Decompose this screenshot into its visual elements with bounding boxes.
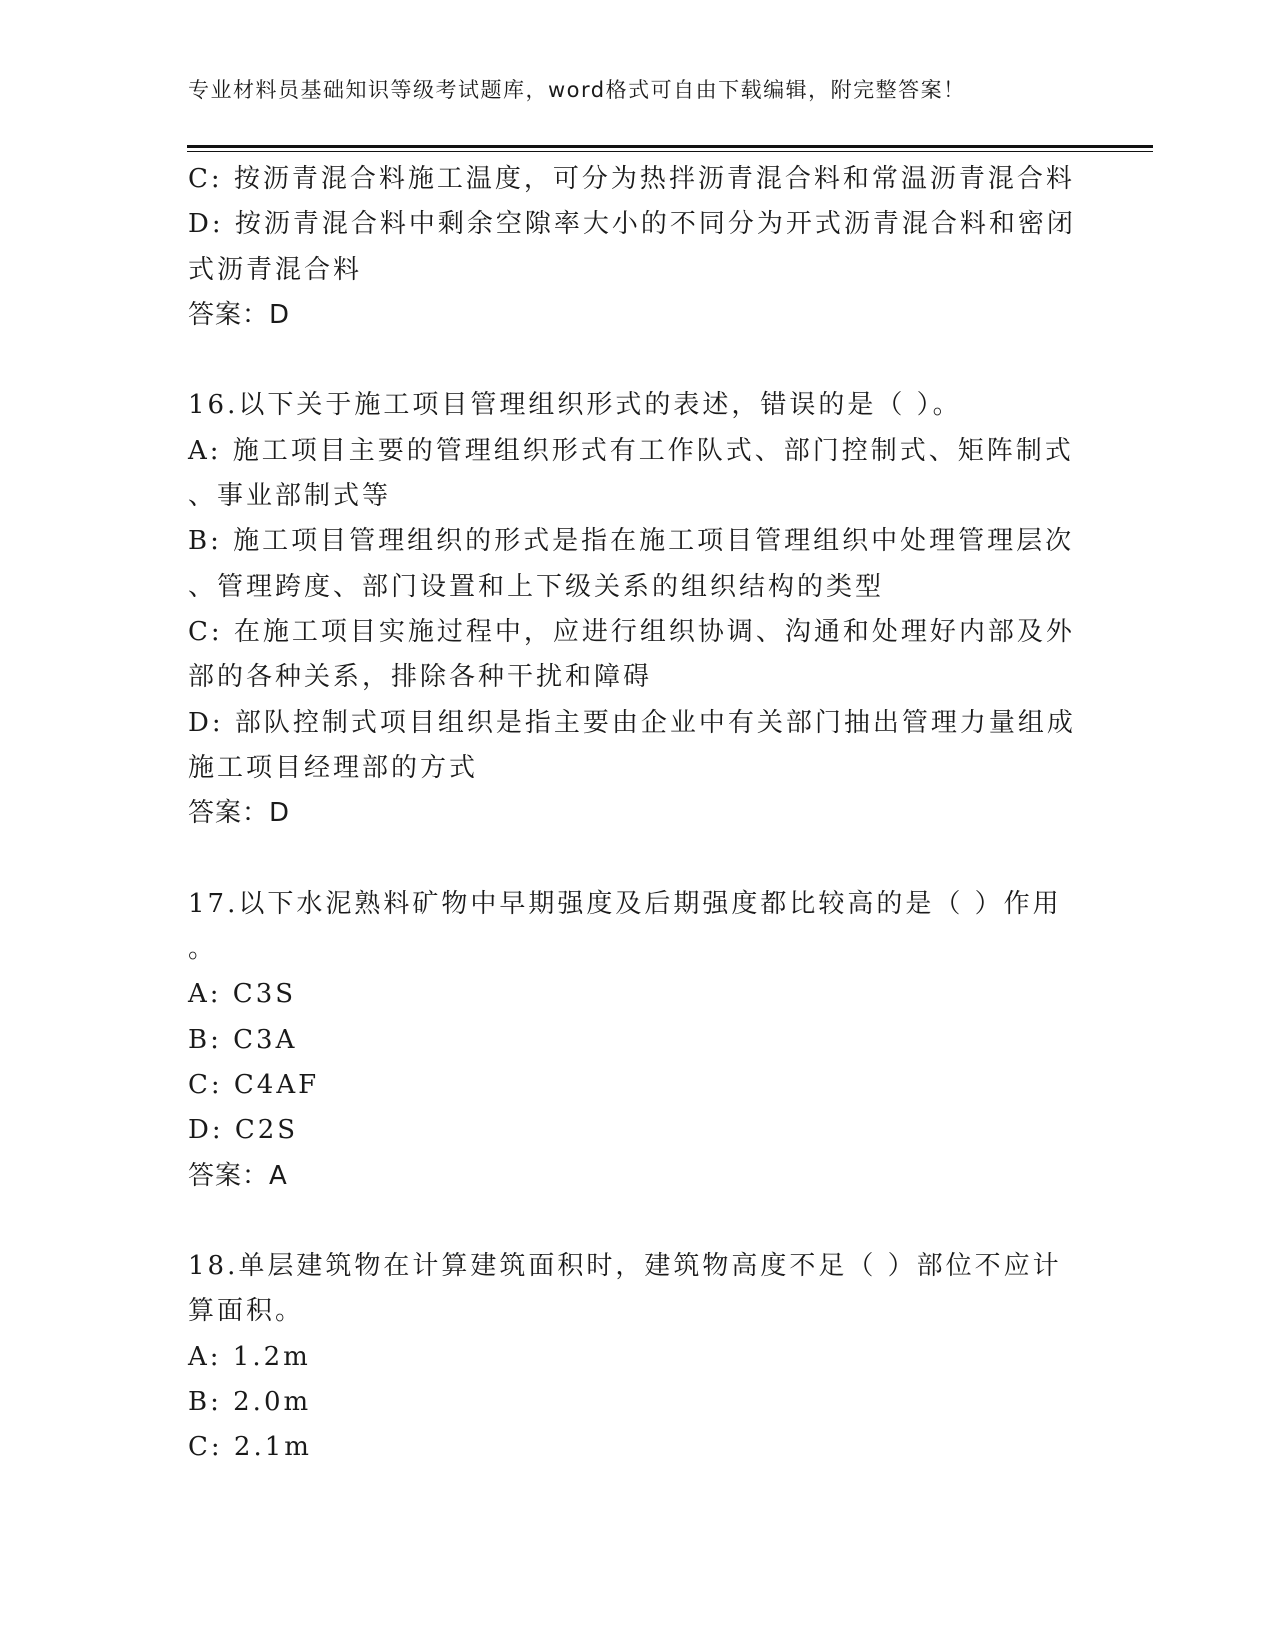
header-rule-thick <box>187 145 1153 148</box>
q16-option-d-line1: D: 部队控制式项目组织是指主要由企业中有关部门抽出管理力量组成 <box>188 707 1076 738</box>
q16-stem: 16.以下关于施工项目管理组织形式的表述，错误的是（ ）。 <box>188 390 962 421</box>
q17-stem-line1: 17.以下水泥熟料矿物中早期强度及后期强度都比较高的是（ ）作用 <box>188 888 1062 919</box>
q16-option-b-line1: B: 施工项目管理组织的形式是指在施工项目管理组织中处理管理层次 <box>188 526 1075 557</box>
q16-option-c-line1: C: 在施工项目实施过程中，应进行组织协调、沟通和处理好内部及外 <box>188 616 1075 647</box>
q17-option-a: A: C3S <box>188 979 297 1010</box>
spacer <box>188 1199 1088 1244</box>
q17-option-d: D: C2S <box>188 1115 299 1146</box>
q15-answer: 答案：D <box>188 299 291 330</box>
q17-option-c: C: C4AF <box>188 1069 320 1100</box>
q15-option-c: C: 按沥青混合料施工温度，可分为热拌沥青混合料和常温沥青混合料 <box>188 164 1075 194</box>
q17-answer: 答案：A <box>188 1160 288 1191</box>
q17-option-b: B: C3A <box>188 1024 298 1055</box>
q18-option-c: C: 2.1m <box>188 1432 312 1463</box>
q15-option-d-line1: D: 按沥青混合料中剩余空隙率大小的不同分为开式沥青混合料和密闭 <box>188 209 1076 240</box>
header-rule-thin <box>187 151 1153 152</box>
q16-answer: 答案：D <box>188 798 291 829</box>
spacer <box>188 338 1088 383</box>
q16-option-c-line2: 部的各种关系，排除各种干扰和障碍 <box>188 662 653 693</box>
q18-stem-line1: 18.单层建筑物在计算建筑面积时，建筑物高度不足（ ）部位不应计 <box>188 1251 1062 1282</box>
q17-stem-line2: 。 <box>188 934 218 965</box>
q18-option-a: A: 1.2m <box>188 1341 311 1372</box>
q18-option-b: B: 2.0m <box>188 1387 312 1418</box>
question-content <box>188 157 1088 1471</box>
q16-option-a-line1: A: 施工项目主要的管理组织形式有工作队式、部门控制式、矩阵制式 <box>188 435 1074 466</box>
spacer <box>188 836 1088 881</box>
q15-option-d-line2: 式沥青混合料 <box>188 254 363 285</box>
q18-stem-line2: 算面积。 <box>188 1296 305 1327</box>
page-header: 专业材料员基础知识等级考试题库，word格式可自由下载编辑，附完整答案！ <box>188 78 966 102</box>
q16-option-a-line2: 、事业部制式等 <box>188 481 392 512</box>
q16-option-d-line2: 施工项目经理部的方式 <box>188 752 479 783</box>
q16-option-b-line2: 、管理跨度、部门设置和上下级关系的组织结构的类型 <box>188 571 885 602</box>
